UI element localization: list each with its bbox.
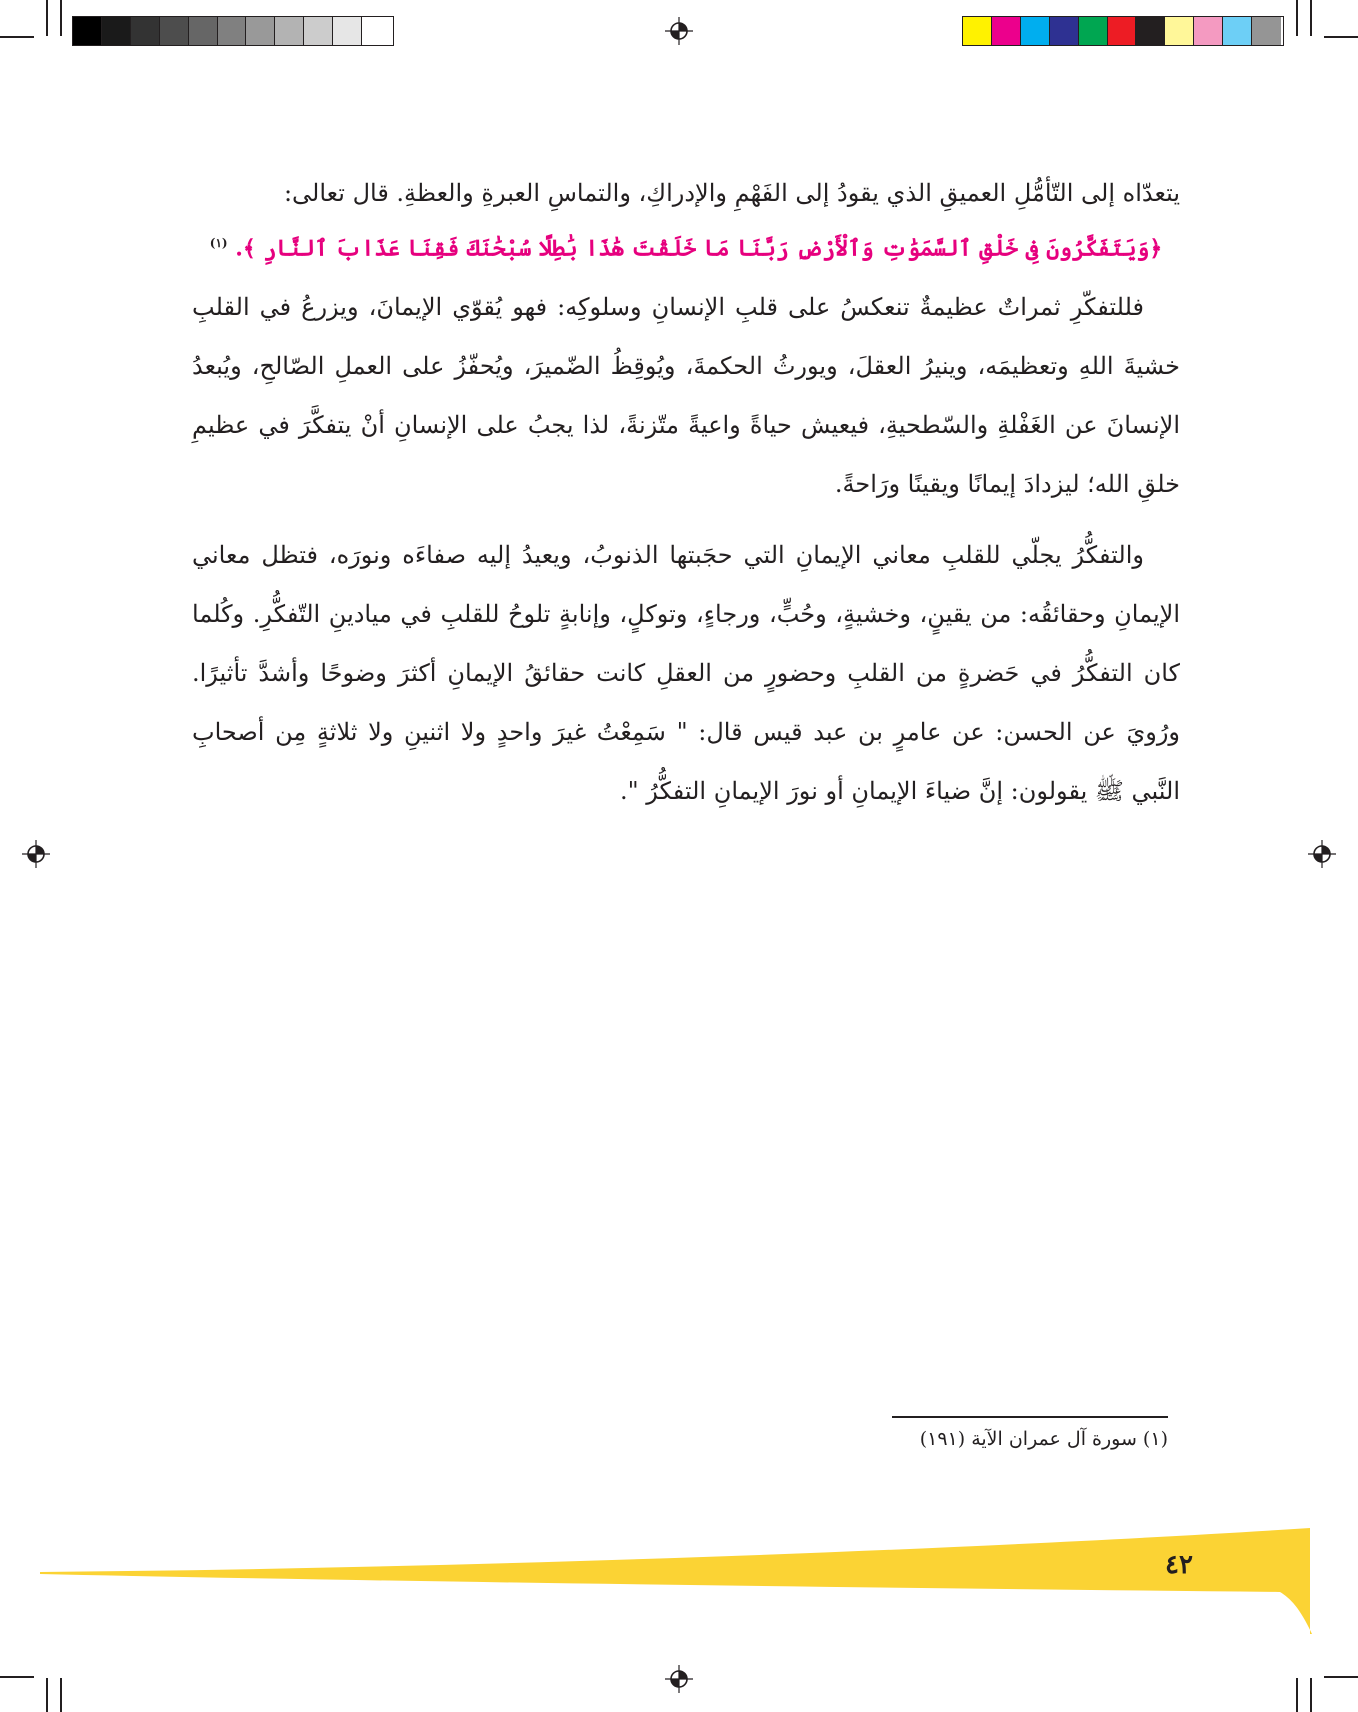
color-calibration-bar bbox=[962, 16, 1284, 46]
paragraph-fruits-of-reflection: فللتفكّرِ ثمراتٌ عظيمةٌ تنعكسُ على قلبِ الإنسانِ وسلوكِه: فهو يُقوّي الإيمانَ، ويزرعُ في القلبِ خشيةَ اللهِ وتعظيمَه، وينيرُ العقلَ، ويورثُ الحكمةَ، ويُوقِظُ الضّميرَ، ويُحفّزُ على العملِ الصّالحِ، ويُبعدُ الإنسانَ عن الغَفْلةِ والسّطحيةِ، فيعيش حياةً واعيةً متّزنةً، لذا يجبُ على الإنسانِ أنْ يتفكَّرَ في عظيمِ خلقِ الله؛ ليزدادَ إيمانًا ويقينًا ورَاحةً. bbox=[192, 293, 1180, 499]
crop-mark bbox=[0, 1676, 34, 1678]
crop-mark bbox=[46, 0, 48, 36]
page-number: ٤٢ bbox=[1165, 1550, 1193, 1580]
verse-text: ﴿وَيَتَفَكَّرُونَ فِى خَلْقِ ٱلسَّمَوَٰتِ وَٱلْأَرْضِ رَبَّنَا مَا خَلَقْتَ هَٰذَا بَٰطِلًا سُبْحَٰنَكَ فَقِنَا عَذَابَ ٱلنَّارِ ﴾. bbox=[235, 235, 1163, 262]
grayscale-calibration-bar bbox=[72, 16, 394, 46]
calibration-swatch bbox=[1108, 17, 1137, 45]
crop-mark bbox=[46, 1678, 48, 1712]
calibration-swatch bbox=[333, 17, 362, 45]
calibration-swatch bbox=[992, 17, 1021, 45]
calibration-swatch bbox=[963, 17, 992, 45]
registration-mark-icon bbox=[22, 840, 50, 868]
crop-mark bbox=[0, 36, 34, 38]
decorative-yellow-band bbox=[0, 1528, 1358, 1634]
registration-mark-icon bbox=[1308, 840, 1336, 868]
calibration-swatch bbox=[1136, 17, 1165, 45]
calibration-swatch bbox=[1050, 17, 1079, 45]
calibration-swatch bbox=[362, 17, 391, 45]
calibration-swatch bbox=[102, 17, 131, 45]
body-text bbox=[192, 164, 1180, 821]
intro-line: يتعدّاه إلى التّأمُّلِ العميقِ الذي يقودُ إلى الفَهْمِ والإدراكِ، والتماسِ العبرةِ والعظةِ. قال تعالى: bbox=[283, 179, 1180, 207]
crop-mark bbox=[60, 1678, 62, 1712]
calibration-swatch bbox=[189, 17, 218, 45]
calibration-swatch bbox=[1165, 17, 1194, 45]
calibration-swatch bbox=[275, 17, 304, 45]
quran-verse bbox=[192, 223, 1180, 268]
crop-mark bbox=[1324, 1676, 1358, 1678]
calibration-swatch bbox=[131, 17, 160, 45]
registration-mark-icon bbox=[665, 17, 693, 45]
crop-mark bbox=[1296, 0, 1298, 36]
crop-mark bbox=[1310, 1678, 1312, 1712]
calibration-swatch bbox=[218, 17, 247, 45]
paragraph-reflection-and-faith: والتفكُّرُ يجلّي للقلبِ معاني الإيمانِ التي حجَبتها الذنوبُ، ويعيدُ إليه صفاءَه ونورَه، فتظل معاني الإيمانِ وحقائقُه: من يقينٍ، وخشيةٍ، وحُبٍّ، ورجاءٍ، وتوكلٍ، وإنابةٍ تلوحُ للقلبِ في ميادينِ التّفكُّرِ. وكُلما كان التفكُّرُ في حَضرةٍ من القلبِ وحضورٍ من العقلِ كانت حقائقُ الإيمانِ أكثرَ وضوحًا وأشدَّ تأثيرًا. ورُويَ عن الحسن: عن عامرٍ بن عبد قيس قال: " سَمِعْتُ غيرَ واحدٍ ولا اثنينِ ولا ثلاثةٍ مِن أصحابِ النَّبي ﷺ يقولون: إنَّ ضياءَ الإيمانِ أو نورَ الإيمانِ التفكُّرُ ". bbox=[192, 541, 1180, 806]
crop-mark bbox=[1310, 0, 1312, 36]
crop-mark bbox=[1324, 36, 1358, 38]
footnote-separator bbox=[892, 1416, 1168, 1418]
crop-mark bbox=[1296, 1678, 1298, 1712]
calibration-swatch bbox=[1021, 17, 1050, 45]
calibration-swatch bbox=[160, 17, 189, 45]
calibration-swatch bbox=[304, 17, 333, 45]
footnote-reference: (١) bbox=[209, 236, 228, 250]
calibration-swatch bbox=[246, 17, 275, 45]
crop-mark bbox=[60, 0, 62, 36]
calibration-swatch bbox=[1194, 17, 1223, 45]
registration-mark-icon bbox=[665, 1665, 693, 1693]
calibration-swatch bbox=[1079, 17, 1108, 45]
calibration-swatch bbox=[1252, 17, 1281, 45]
footnote: (١) سورة آل عمران الآية (١٩١) bbox=[919, 1428, 1168, 1450]
calibration-swatch bbox=[1223, 17, 1252, 45]
calibration-swatch bbox=[73, 17, 102, 45]
